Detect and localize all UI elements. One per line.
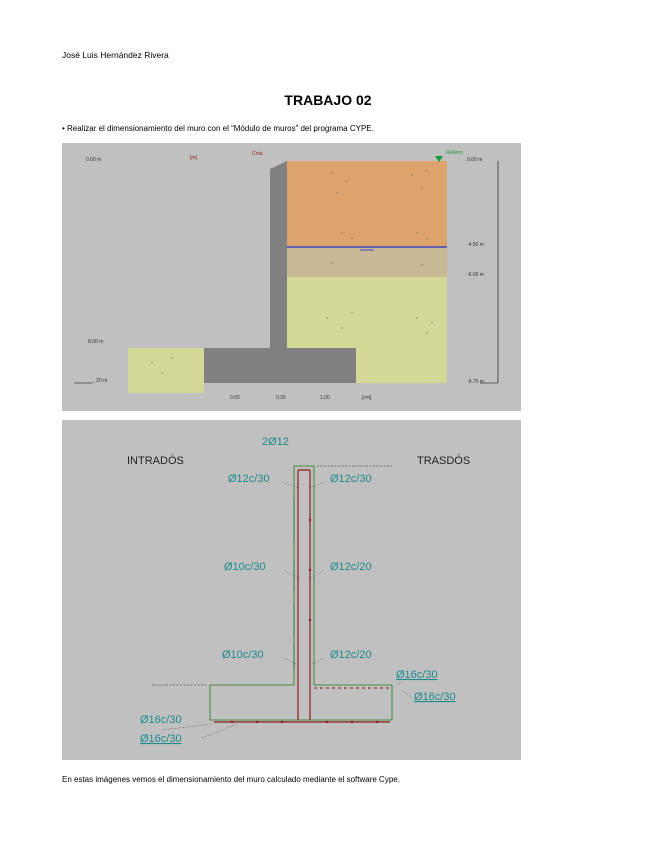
wall-footing — [204, 348, 356, 383]
label-marker: Relleno — [446, 150, 463, 156]
soil-layer-top — [287, 161, 447, 247]
wall-geometry-figure — [62, 143, 521, 411]
wall-geometry-drawing — [62, 143, 521, 411]
soil-layer-middle — [287, 247, 447, 277]
label-bottom-3: 1.00 — [320, 395, 330, 401]
rebar-dots — [231, 519, 378, 723]
label-left-top: 0.00 m — [86, 157, 102, 163]
figure-caption: En estas imágenes vemos el dimensionamiento del muro calculado mediante el software Cype. — [62, 775, 400, 784]
label-trasdos: TRASDÓS — [417, 455, 471, 467]
label-top-a: [m] — [190, 155, 197, 161]
label-right-3: Ø12c/20 — [330, 649, 372, 661]
label-heel-bottom: Ø16c/30 — [414, 691, 456, 703]
stem-rebar — [298, 470, 310, 720]
label-left-bottom: _ 20 m — [92, 378, 108, 384]
leader-lines — [162, 482, 412, 738]
reinforcement-drawing — [62, 420, 521, 760]
label-right-2: Ø12c/20 — [330, 561, 372, 573]
label-left-mid: 8.00 m — [88, 339, 104, 345]
label-bottom-1: 0.65 — [230, 395, 240, 401]
label-left-1: Ø12c/30 — [228, 473, 270, 485]
label-bottom-2: 0.35 — [276, 395, 286, 401]
label-top-bar: 2Ø12 — [262, 436, 289, 448]
label-bottom-4: [cm] — [362, 395, 372, 401]
label-toe-top: Ø16c/30 — [140, 714, 182, 726]
label-left-2: Ø10c/30 — [224, 561, 266, 573]
label-right-4: -9.70 m — [467, 379, 484, 385]
soil-toe — [128, 348, 204, 393]
wall-outline — [210, 466, 392, 720]
label-right-1: 0.00 m — [467, 157, 483, 163]
author-name: José Luis Hernández Rivera — [62, 50, 169, 60]
label-right-3: -6.00 m — [467, 272, 484, 278]
label-left-3: Ø10c/30 — [222, 649, 264, 661]
label-toe-bottom: Ø16c/30 — [140, 733, 182, 745]
label-right-1: Ø12c/30 — [330, 473, 372, 485]
task-description: • Realizar el dimensionamiento del muro con el “Módulo de muros” del programa CYPE. — [62, 124, 374, 133]
label-top-b: Cota — [252, 151, 263, 157]
label-right-2: -4.50 m — [467, 242, 484, 248]
document-title: TRABAJO 02 — [284, 92, 372, 108]
reinforcement-figure — [62, 420, 521, 760]
wall-stem — [270, 161, 287, 348]
label-intrados: INTRADÓS — [127, 455, 184, 467]
label-heel-top: Ø16c/30 — [396, 669, 438, 681]
